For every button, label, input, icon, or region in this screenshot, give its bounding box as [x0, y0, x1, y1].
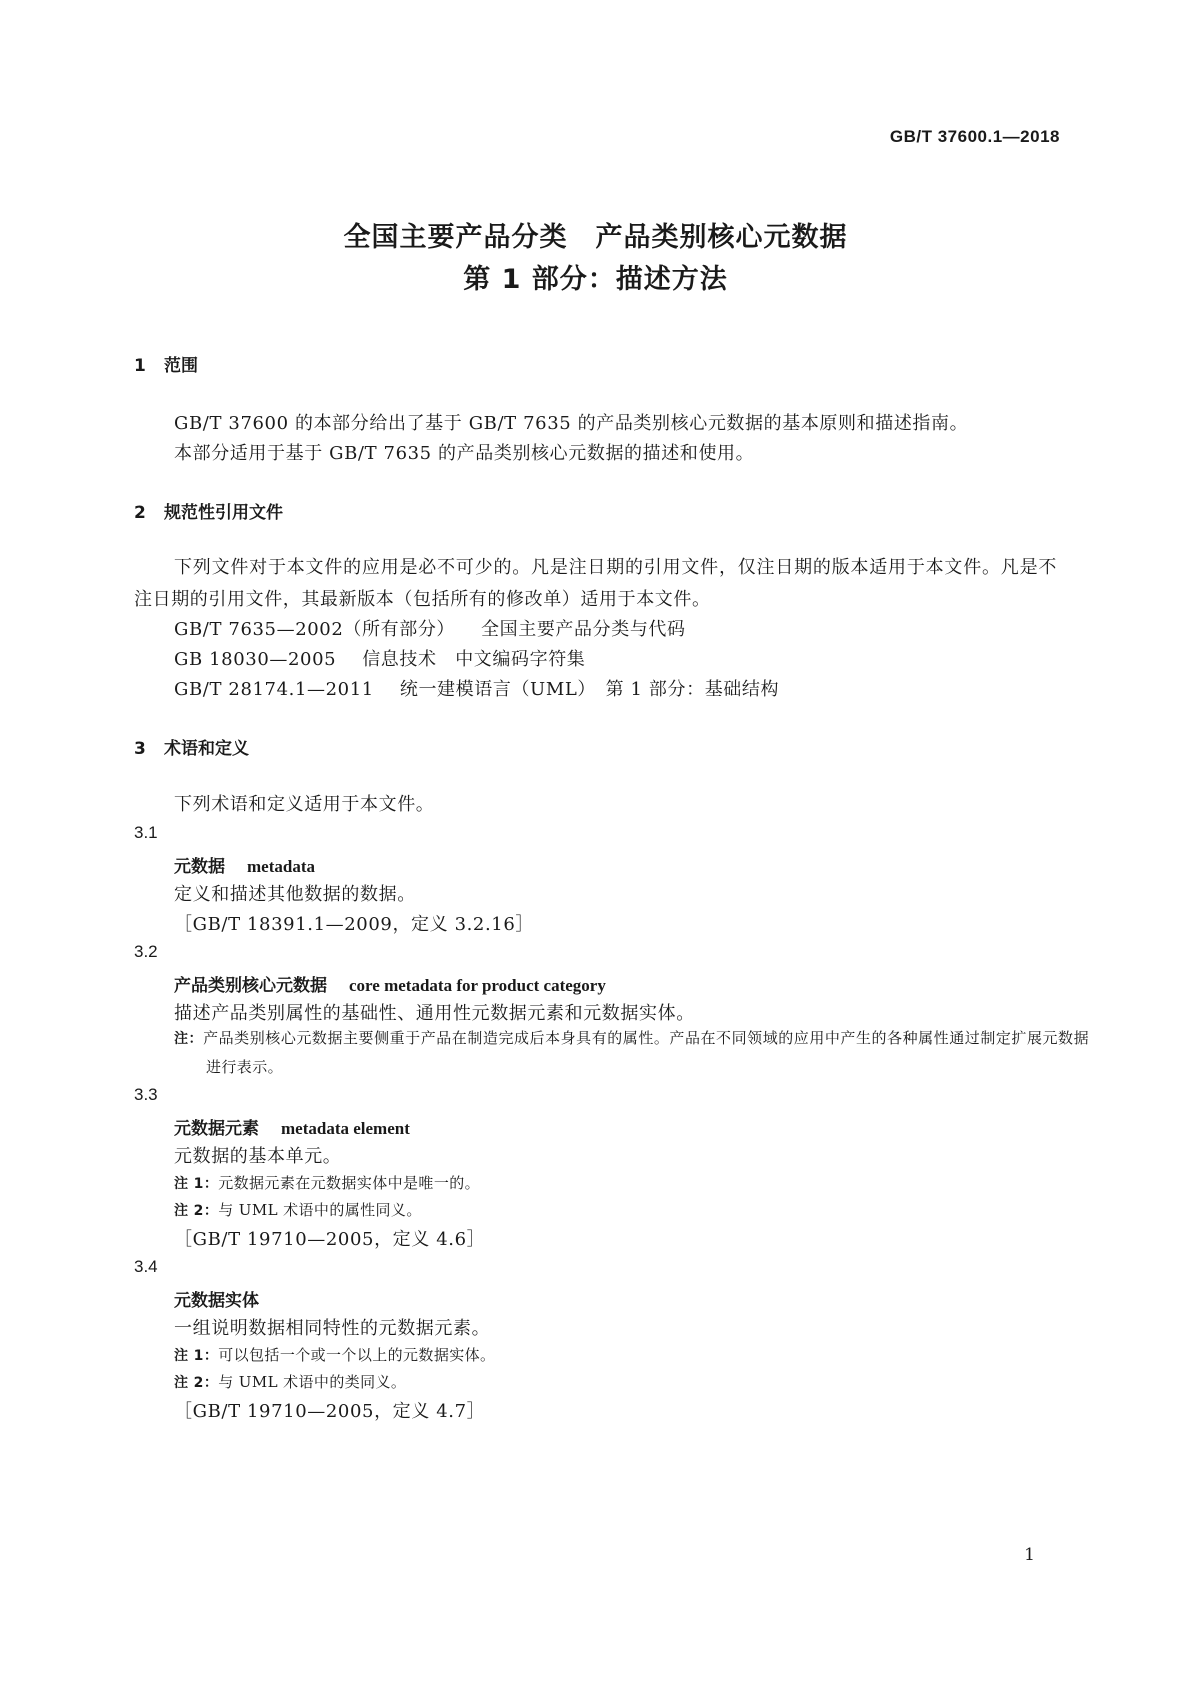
note-text: 与 UML 术语中的类同义。 — [218, 1373, 407, 1391]
section-1-heading — [134, 351, 198, 376]
term-number: 3.2 — [134, 942, 158, 961]
page-number: 1 — [1024, 1545, 1035, 1565]
note-label: 注 2： — [174, 1203, 219, 1219]
note-text: 产品类别核心元数据主要侧重于产品在制造完成后本身具有的属性。产品在不同领域的应用中产生的各种属性通过制定扩展元数据进行表示。 — [203, 1029, 1089, 1076]
reference-title: 全国主要产品分类与代码 — [481, 619, 686, 640]
section-title: 术语和定义 — [164, 739, 249, 759]
section-number: 2 — [134, 503, 146, 523]
section-title: 规范性引用文件 — [164, 503, 283, 523]
term-name — [174, 971, 606, 996]
term-number: 3.1 — [134, 823, 158, 842]
term-definition: 一组说明数据相同特性的元数据元素。 — [174, 1318, 491, 1339]
document-title-line1: 全国主要产品分类 产品类别核心元数据 — [343, 222, 848, 253]
term-name — [174, 852, 315, 877]
section-number: 1 — [134, 356, 146, 376]
term-note — [174, 1024, 1089, 1081]
scope-paragraph-1: GB/T 37600 的本部分给出了基于 GB/T 7635 的产品类别核心元数据的基本原则和描述指南。 — [174, 413, 969, 434]
reference-code: GB/T 7635—2002（所有部分） — [174, 619, 456, 640]
section-number: 3 — [134, 739, 146, 759]
term-definition: 描述产品类别属性的基础性、通用性元数据元素和元数据实体。 — [174, 1003, 695, 1024]
term-source: ［GB/T 19710—2005，定义 4.6］ — [174, 1229, 486, 1250]
term-en: core metadata for product category — [349, 976, 606, 995]
term-note — [174, 1172, 480, 1193]
term-number: 3.4 — [134, 1257, 158, 1276]
note-label: 注 2： — [174, 1375, 219, 1391]
section-3-heading — [134, 734, 249, 759]
term-en: metadata element — [281, 1119, 410, 1138]
term-note — [174, 1199, 422, 1220]
reference-title: 统一建模语言（UML） 第 1 部分：基础结构 — [399, 679, 780, 700]
note-label: 注： — [174, 1031, 204, 1047]
section-2-heading — [134, 498, 283, 523]
term-note — [174, 1371, 406, 1392]
reference-item — [174, 675, 779, 701]
section-title: 范围 — [164, 356, 198, 376]
scope-paragraph-2: 本部分适用于基于 GB/T 7635 的产品类别核心元数据的描述和使用。 — [174, 443, 755, 464]
reference-item — [174, 615, 686, 641]
term-zh: 产品类别核心元数据 — [174, 976, 327, 996]
term-definition: 元数据的基本单元。 — [174, 1146, 342, 1167]
reference-code: GB/T 28174.1—2011 — [174, 679, 374, 700]
term-zh: 元数据实体 — [174, 1291, 259, 1311]
reference-title: 信息技术 中文编码字符集 — [362, 649, 586, 670]
normative-references-paragraph: 下列文件对于本文件的应用是必不可少的。凡是注日期的引用文件，仅注日期的版本适用于本文件。凡是不注日期的引用文件，其最新版本（包括所有的修改单）适用于本文件。 — [134, 557, 1057, 610]
term-definition: 定义和描述其他数据的数据。 — [174, 884, 416, 905]
reference-code: GB 18030—2005 — [174, 649, 337, 670]
term-zh: 元数据 — [174, 857, 225, 877]
standard-number: GB/T 37600.1—2018 — [889, 127, 1060, 146]
term-name — [174, 1286, 259, 1311]
term-source: ［GB/T 19710—2005，定义 4.7］ — [174, 1401, 486, 1422]
note-text: 可以包括一个或一个以上的元数据实体。 — [218, 1346, 496, 1364]
terms-intro: 下列术语和定义适用于本文件。 — [174, 794, 435, 815]
note-text: 元数据元素在元数据实体中是唯一的。 — [218, 1174, 481, 1192]
note-label: 注 1： — [174, 1348, 219, 1364]
term-name — [174, 1114, 410, 1139]
term-source: ［GB/T 18391.1—2009，定义 3.2.16］ — [174, 914, 535, 935]
term-number: 3.3 — [134, 1085, 158, 1104]
note-text: 与 UML 术语中的属性同义。 — [218, 1201, 422, 1219]
note-label: 注 1： — [174, 1176, 219, 1192]
document-title-line2: 第 1 部分：描述方法 — [463, 264, 728, 295]
term-zh: 元数据元素 — [174, 1119, 259, 1139]
reference-item — [174, 645, 585, 671]
term-note — [174, 1344, 495, 1365]
term-en: metadata — [247, 857, 315, 876]
